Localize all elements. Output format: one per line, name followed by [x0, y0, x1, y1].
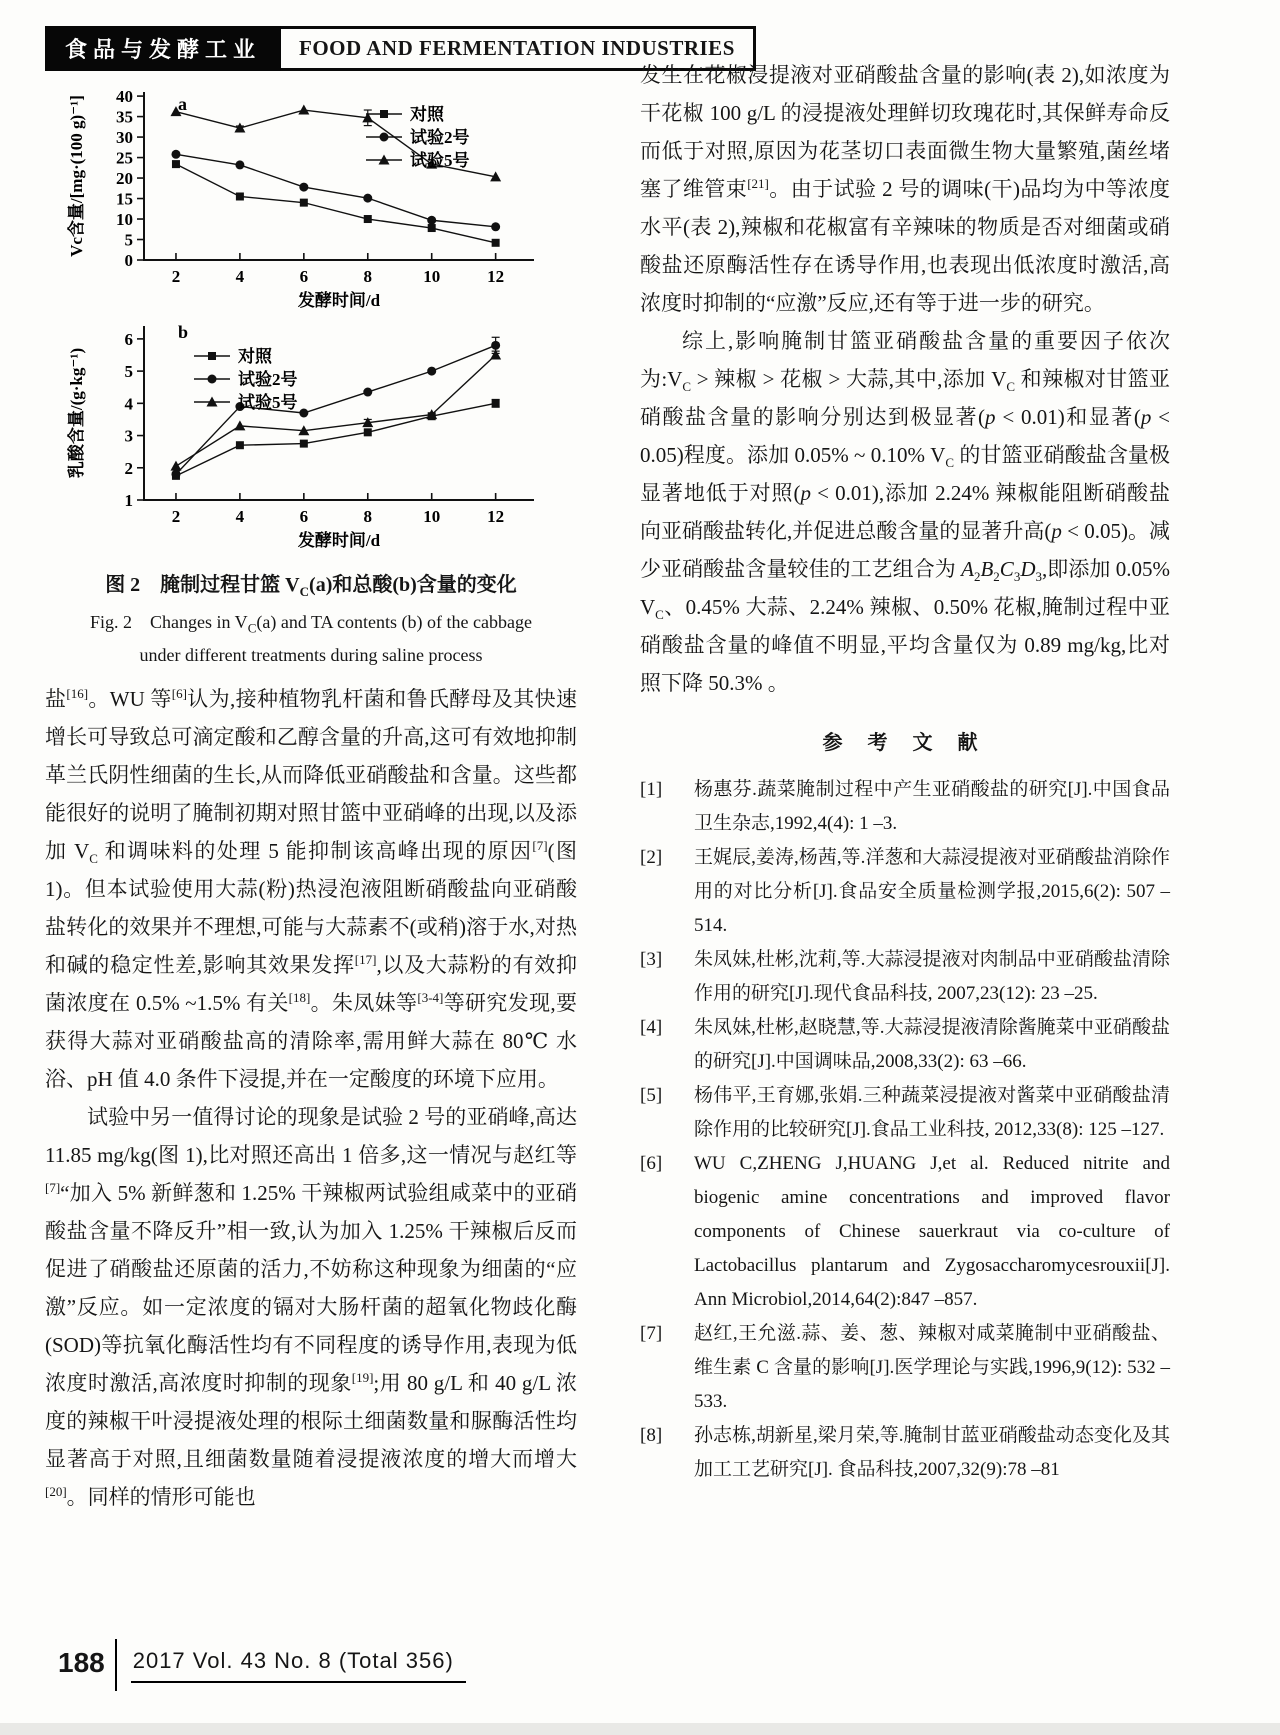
reference-text: 赵红,王允滋.蒜、姜、葱、辣椒对咸菜腌制中亚硝酸盐、维生素 C 含量的影响[J].医学理论与实践,1996,9(12): 532 –533. — [694, 1323, 1170, 1412]
reference-item — [640, 943, 1170, 1011]
lactic-acid-chart — [66, 312, 556, 552]
y-tick-label: 10 — [116, 210, 133, 230]
reference-number: [5] — [640, 1085, 663, 1106]
legend-label: 试验5号 — [238, 393, 298, 412]
x-tick-label: 10 — [423, 267, 441, 286]
figure-2 — [45, 80, 577, 666]
y-tick-label: 3 — [124, 426, 133, 446]
figure-caption-en-line2: under different treatments during saline process — [139, 645, 483, 665]
y-tick-label: 15 — [116, 189, 133, 209]
y-tick-label: 20 — [116, 169, 133, 189]
vc-content-chart — [66, 80, 556, 312]
square-marker — [364, 215, 372, 223]
y-tick-label: 40 — [116, 87, 133, 107]
body-paragraph: 发生在花椒浸提液对亚硝酸盐含量的影响(表 2),如浓度为干花椒 100 g/L 的浸提液处理鲜切玫瑰花时,其保鲜寿命反而低于对照,原因为花茎切口表面微生物大量繁殖,菌丝堵塞了维管束[21]。由于试验 2 号的调味(干)品均为中等浓度水平(表 2),辣椒和花椒富有辛辣味的物质是否对细菌或硝酸盐还原酶活性存在诱导作用,也表现出低浓度时激活,高浓度时抑制的“应激”反应,还有等于进一步的研究。 — [640, 63, 1170, 315]
page-footer — [58, 1639, 466, 1691]
square-marker — [492, 239, 500, 247]
body-paragraph: 盐[16]。WU 等[6]认为,接种植物乳杆菌和鲁氏酵母及其快速增长可导致总可滴定酸和乙醇含量的升高,这可有效地抑制革兰氏阴性细菌的生长,从而降低亚硝酸盐和含量。这些都能很好的说明了腌制初期对照甘篮中亚硝峰的出现,以及添加 $V_C$ 和调味料的处理 5 能抑制该高峰出现的原因[7](图 1)。但本试验使用大蒜(粉)热浸泡液阻断硝酸盐向亚硝酸盐转化的效果并不理想,可能与大蒜素不(或稍)溶于水,对热和碱的稳定性差,影响其效果发挥[17],以及大蒜粉的有效抑菌浓度在 0.5% ~1.5% 有关[18]。朱凤妹等[3-4]等研究发现,要获得大蒜对亚硝酸盐高的清除率,需用鲜大蒜在 80℃ 水浴、pH 值 4.0 条件下浸提,并在一定酸度的环境下应用。 — [45, 686, 578, 1091]
page-number: 188 — [58, 1647, 105, 1678]
journal-title-en: FOOD AND FERMENTATION INDUSTRIES — [281, 26, 756, 71]
circle-marker — [208, 375, 217, 384]
axes — [144, 92, 534, 260]
triangle-marker — [170, 461, 181, 471]
reference-item — [640, 841, 1170, 943]
y-tick-label: 1 — [124, 491, 133, 510]
body-paragraph: 综上,影响腌制甘篮亚硝酸盐含量的重要因子依次为$:V_C$ > 辣椒 > 花椒 > 大蒜,其中,添加 $V_C$ 和辣椒对甘篮亚硝酸盐含量的影响分别达到极显著(p < 0.01)和显著(p < 0.05)程度。添加 0.05% ~ 0.10% $V_C$ 的甘篮亚硝酸盐含量极显著地低于对照(p < 0.01),添加 2.24% 辣椒能阻断硝酸盐向亚硝酸盐转化,并促进总酸含量的显著升高(p < 0.05)。减少亚硝酸盐含量较佳的工艺组合为 $A_2B_2C_3D_3$,即添加 0.05% $V_C$、0.45% 大蒜、2.24% 辣椒、0.50% 花椒,腌制过程中亚硝酸盐含量的峰值不明显,平均含量仅为 0.89 mg/kg,比对照下降 50.3% 。 — [640, 329, 1171, 695]
x-tick-label: 4 — [235, 267, 245, 286]
reference-number: [3] — [640, 949, 663, 970]
circle-marker — [171, 150, 180, 159]
legend-label: 试验2号 — [410, 128, 470, 147]
axes — [144, 326, 534, 500]
figure-caption-cn: 图 2 腌制过程甘篮 $V_C(a)$和总酸(b)含量的变化 — [105, 574, 517, 599]
body-paragraph: 试验中另一值得讨论的现象是试验 2 号的亚硝峰,高达 11.85 mg/kg(图 1),比对照还高出 1 倍多,这一情况与赵红等[7]“加入 5% 新鲜葱和 1.25% 干辣椒两试验组咸菜中的亚硝酸盐含量不降反升”相一致,认为加入 1.25% 干辣椒后反而促进了硝酸盐还原菌的活力,不妨称这种现象为细菌的“应激”反应。如一定浓度的镉对大肠杆菌的超氧化物歧化酶(SOD)等抗氧化酶活性均有不同程度的诱导作用,表现为低浓度时激活,高浓度时抑制的现象[19];用 80 g/L 和 40 g/L 浓度的辣椒干叶浸提液处理的根际土细菌数量和脲酶活性均显著高于对照,且细菌数量随着浸提液浓度的增大而增大[20]。同样的情形可能也 — [45, 1105, 577, 1509]
square-marker — [300, 440, 308, 448]
square-marker — [300, 199, 308, 207]
x-tick-label: 6 — [299, 267, 309, 286]
reference-number: [2] — [640, 847, 663, 868]
x-tick-label: 2 — [171, 267, 181, 286]
x-tick-label: 2 — [171, 507, 181, 526]
reference-text: WU C,ZHENG J,HUANG J,et al. Reduced nitrite and biogenic amine concentrations and improved flavor components of Chinese sauerkraut via co-culture of Lactobacillus plantarum and Zygosaccharomycesrouxii[J]. Ann Microbiol,2014,64(2):847 –857. — [694, 1153, 1170, 1310]
figure-caption-en-line1: Fig. 2 Changes in $V_C(a)$ and TA contents (b) of the cabbage — [90, 612, 532, 636]
triangle-marker — [234, 420, 245, 430]
y-tick-label: 4 — [124, 394, 133, 414]
series-line — [176, 345, 496, 474]
issue-info: 2017 Vol. 43 No. 8 (Total 356) — [131, 1639, 466, 1683]
journal-title-cn: 食品与发酵工业 — [45, 26, 281, 71]
square-marker — [236, 192, 244, 200]
reference-number: [6] — [640, 1153, 663, 1174]
x-axis-label: 发酵时间/d — [297, 531, 381, 550]
reference-text: 杨伟平,王育娜,张娟.三种蔬菜浸提液对酱菜中亚硝酸盐清除作用的比较研究[J].食品工业科技, 2012,33(8): 125 –127. — [694, 1085, 1170, 1140]
panel-label: a — [178, 94, 187, 114]
references-heading: 参 考 文 献 — [822, 732, 988, 754]
reference-number: [8] — [640, 1425, 663, 1446]
reference-text: 杨惠芬.蔬菜腌制过程中产生亚硝酸盐的研究[J].中国食品卫生杂志,1992,4(4): 1 –3. — [694, 779, 1170, 834]
reference-item — [640, 1147, 1170, 1317]
reference-number: [1] — [640, 779, 663, 800]
circle-marker — [380, 133, 389, 142]
x-tick-label: 12 — [487, 267, 505, 286]
reference-text: 孙志栋,胡新星,梁月荣,等.腌制甘蓝亚硝酸盐动态变化及其加工工艺研究[J]. 食品科技,2007,32(9):78 –81 — [694, 1425, 1170, 1480]
scan-edge — [0, 1723, 1280, 1735]
circle-marker — [299, 409, 308, 418]
y-axis-label: Vc含量/[mg·(100 g)⁻¹] — [67, 95, 86, 257]
circle-marker — [427, 216, 436, 225]
footer-divider — [115, 1639, 117, 1691]
legend-label: 对照 — [410, 105, 444, 124]
x-tick-label: 8 — [363, 507, 373, 526]
reference-item — [640, 1011, 1170, 1079]
left-column — [45, 80, 577, 1516]
square-marker — [364, 428, 372, 436]
circle-marker — [491, 341, 500, 350]
square-marker — [380, 110, 388, 118]
references-list — [640, 773, 1170, 1487]
square-marker — [428, 224, 436, 232]
circle-marker — [235, 160, 244, 169]
reference-item — [640, 773, 1170, 841]
reference-text: 朱凤妹,杜彬,赵晓慧,等.大蒜浸提液清除酱腌菜中亚硝酸盐的研究[J].中国调味品,2008,33(2): 63 –66. — [694, 1017, 1170, 1072]
circle-marker — [363, 388, 372, 397]
y-tick-label: 5 — [124, 362, 133, 382]
panel-label: b — [178, 322, 189, 342]
x-tick-label: 8 — [363, 267, 373, 286]
reference-item — [640, 1317, 1170, 1419]
square-marker — [236, 441, 244, 449]
y-tick-label: 2 — [124, 458, 133, 478]
series-line — [176, 164, 496, 243]
legend-label: 试验2号 — [238, 370, 298, 389]
y-tick-label: 6 — [124, 329, 133, 349]
legend-label: 试验5号 — [410, 151, 470, 170]
right-column — [640, 56, 1170, 1487]
y-tick-label: 35 — [116, 107, 133, 127]
circle-marker — [427, 367, 436, 376]
series-line — [176, 355, 496, 466]
reference-item — [640, 1079, 1170, 1147]
x-axis-label: 发酵时间/d — [297, 291, 381, 310]
y-axis-label: 乳酸含量/(g·kg⁻¹) — [67, 347, 86, 479]
circle-marker — [491, 222, 500, 231]
x-tick-label: 10 — [423, 507, 441, 526]
circle-marker — [363, 194, 372, 203]
reference-item — [640, 1419, 1170, 1487]
square-marker — [492, 399, 500, 407]
square-marker — [208, 352, 216, 360]
reference-text: 朱凤妹,杜彬,沈莉,等.大蒜浸提液对肉制品中亚硝酸盐清除作用的研究[J].现代食品科技, 2007,23(12): 23 –25. — [694, 949, 1170, 1004]
y-tick-label: 5 — [124, 230, 133, 250]
square-marker — [172, 160, 180, 168]
y-tick-label: 30 — [116, 128, 133, 148]
reference-number: [4] — [640, 1017, 663, 1038]
circle-marker — [299, 183, 308, 192]
x-tick-label: 4 — [235, 507, 245, 526]
y-tick-label: 0 — [124, 251, 133, 270]
reference-text: 王娓辰,姜涛,杨茜,等.洋葱和大蒜浸提液对亚硝酸盐消除作用的对比分析[J].食品安全质量检测学报,2015,6(2): 507 –514. — [694, 847, 1170, 936]
x-tick-label: 12 — [487, 507, 505, 526]
series-line — [176, 403, 496, 475]
reference-number: [7] — [640, 1323, 663, 1344]
circle-marker — [171, 470, 180, 479]
figure-caption — [45, 568, 577, 666]
triangle-marker — [298, 105, 309, 115]
x-tick-label: 6 — [299, 507, 309, 526]
y-tick-label: 25 — [116, 148, 133, 168]
legend-label: 对照 — [238, 347, 272, 366]
